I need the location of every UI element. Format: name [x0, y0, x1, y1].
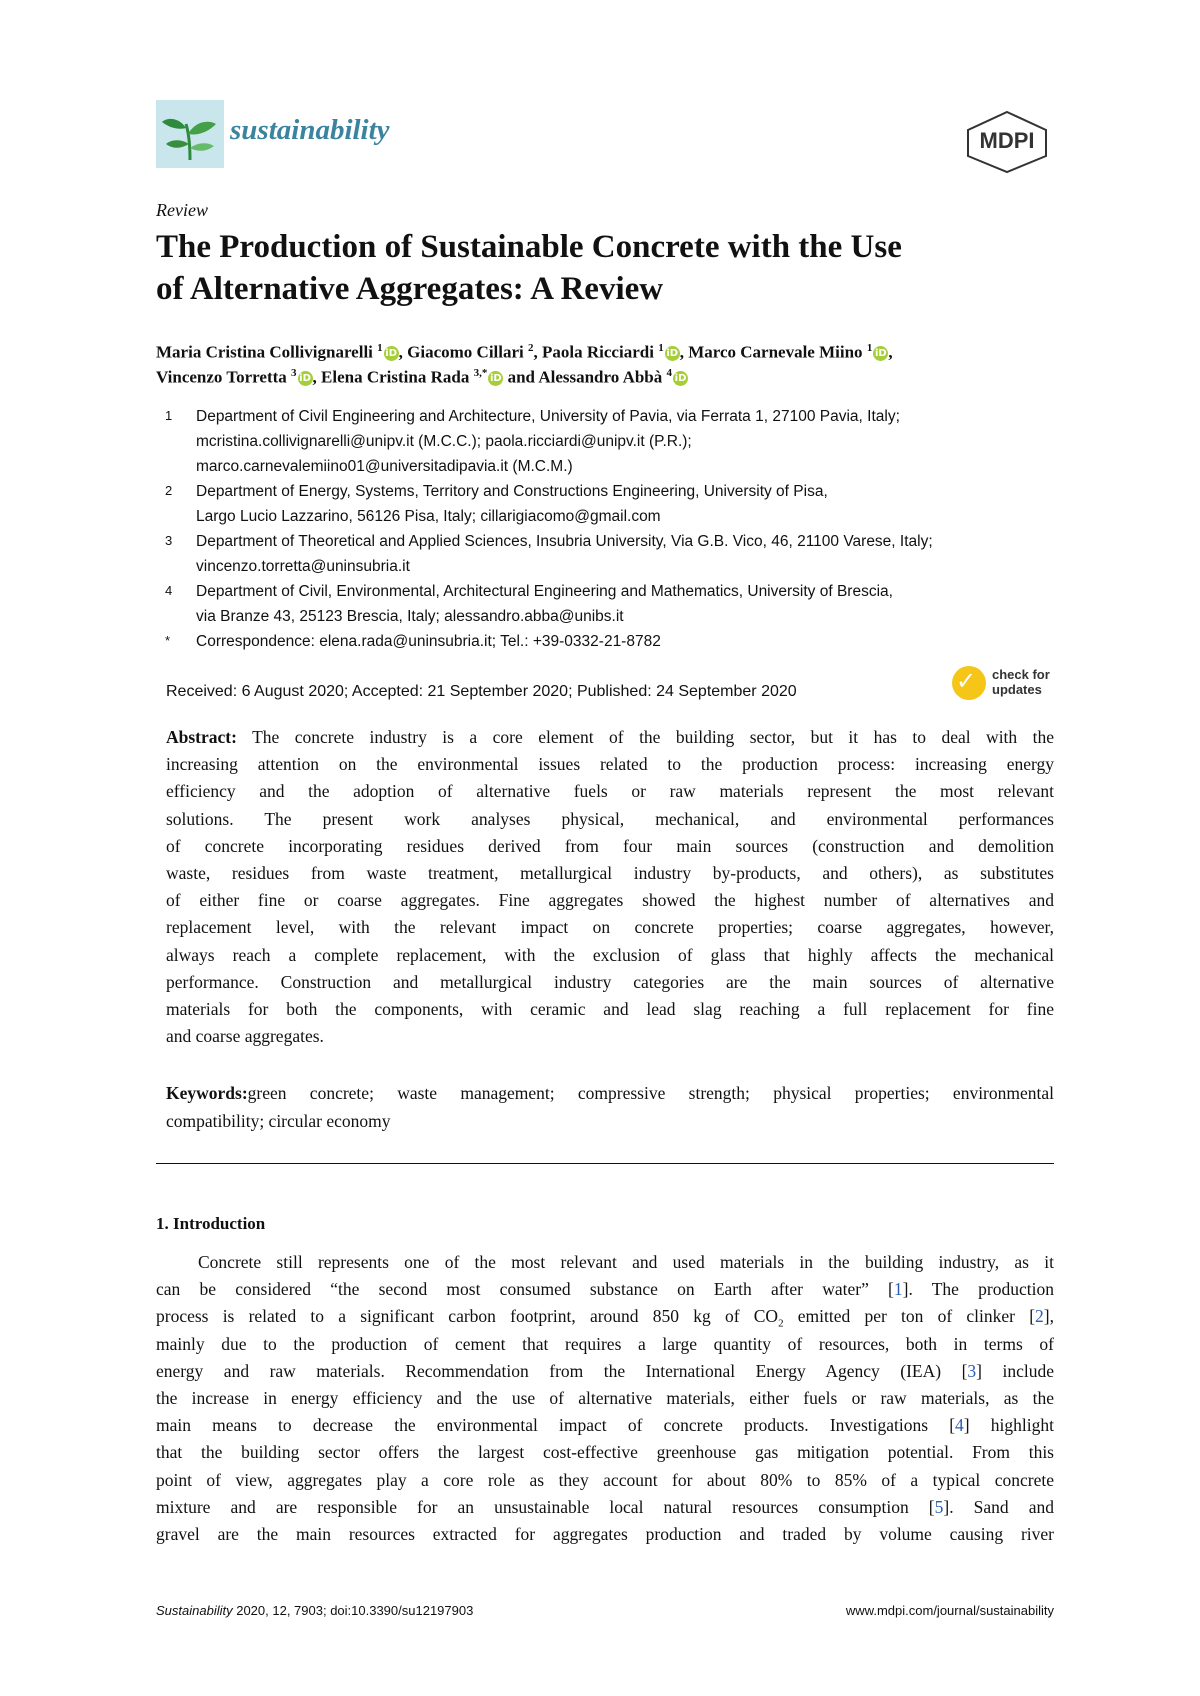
author-name[interactable]: Giacomo Cillari: [407, 342, 524, 362]
author-separator: ,: [888, 342, 893, 362]
author-separator: ,: [312, 367, 322, 387]
body-line: [156, 1497, 1054, 1518]
body-line: [198, 1252, 1054, 1273]
citation-link[interactable]: 5: [934, 1496, 944, 1517]
body-line: main means to decrease the environmental impact of concrete products. Investigations [4] highlight: [156, 1415, 1054, 1436]
keywords-label: Keywords:: [166, 1083, 248, 1103]
body-text: that the building sector offers the largest cost-effective greenhouse gas mitigation potential. From this: [156, 1442, 1054, 1463]
body-line: [156, 1361, 1054, 1382]
author-name[interactable]: Marco Carnevale Miino: [688, 342, 863, 362]
body-text: emitted per ton of clinker [: [783, 1306, 1036, 1327]
body-text: energy and raw materials. Recommendation from the International Energy Agency (IEA) [: [156, 1360, 968, 1381]
footer-journal: Sustainability: [156, 1603, 233, 1618]
abstract-line: [166, 863, 1054, 884]
body-line: [156, 1334, 1054, 1355]
author-name[interactable]: Alessandro Abbà: [538, 367, 663, 387]
affiliation-mark: 1: [165, 408, 173, 423]
body-text: mainly due to the production of cement that requires a large quantity of resources, both in terms of: [156, 1333, 1054, 1354]
keywords-line-2: compatibility; circular economy: [166, 1111, 391, 1131]
orcid-icon[interactable]: iD: [299, 372, 311, 384]
affiliation-line: Correspondence: elena.rada@uninsubria.it; Tel.: +39-0332-21-8782: [196, 633, 661, 650]
body-text: gravel are the main resources extracted for aggregates production and traded by volume causing river: [156, 1524, 1054, 1544]
body-text: ]. The production: [902, 1279, 1054, 1300]
author-affiliation-mark: 3: [291, 367, 297, 379]
body-line: [156, 1279, 1054, 1300]
author-list-line-2: [156, 367, 688, 388]
leaf-icon: [156, 100, 224, 168]
abstract-line: [166, 999, 1054, 1020]
body-text: Concrete still represents one of the most relevant and used materials in the building industry, as it: [198, 1252, 1054, 1272]
abstract-text: materials for both the components, with ceramic and lead slag reaching a full replacement for fine: [166, 999, 1054, 1019]
author-affiliation-mark: 1: [866, 342, 873, 354]
abstract-label: Abstract:: [166, 727, 237, 747]
abstract-text: increasing attention on the environmental issues related to the production process: increasing energy: [166, 754, 1054, 775]
abstract-line: [166, 1026, 1054, 1047]
body-line: [156, 1388, 1054, 1409]
author-separator: and: [503, 367, 539, 387]
author-separator: ,: [679, 342, 689, 362]
check-updates-line-2: updates: [992, 682, 1042, 697]
affiliation-mark: 3: [165, 533, 173, 548]
journal-logo: [156, 100, 224, 168]
citation-link[interactable]: 1: [893, 1279, 903, 1300]
divider: [156, 1163, 1054, 1164]
keywords-line-1: [166, 1083, 1054, 1104]
body-text: ] include: [976, 1360, 1054, 1381]
footer-citation: [156, 1603, 473, 1618]
abstract-text: solutions. The present work analyses physical, mechanical, and environmental performances: [166, 808, 1054, 829]
affiliation-line: Department of Civil, Environmental, Architectural Engineering and Mathematics, University of Brescia,: [196, 583, 893, 600]
abstract-text: always reach a complete replacement, with the exclusion of glass that highly affects the mechanical: [166, 944, 1054, 965]
author-affiliation-mark: 1: [658, 342, 664, 354]
affiliation-mark: 4: [165, 583, 173, 598]
footer-url[interactable]: www.mdpi.com/journal/sustainability: [845, 1603, 1054, 1618]
abstract-text: and coarse aggregates.: [166, 1026, 324, 1047]
orcid-icon[interactable]: iD: [674, 372, 687, 384]
body-text: the increase in energy efficiency and the use of alternative materials, either fuels or raw materials, as the: [156, 1388, 1054, 1408]
abstract-line: [166, 836, 1054, 857]
check-for-updates-badge[interactable]: [952, 666, 1062, 706]
keywords-text-1: green concrete; waste management; compressive strength; physical properties; environmental: [247, 1083, 1054, 1103]
subscript: 2: [778, 1317, 784, 1330]
body-line: [156, 1470, 1054, 1491]
orcid-icon[interactable]: iD: [385, 347, 398, 359]
affiliation-line: Department of Energy, Systems, Territory and Constructions Engineering, University of Pisa,: [196, 483, 828, 500]
body-text: can be considered “the second most consumed substance on Earth after water” [: [156, 1279, 894, 1300]
check-updates-line-1: check for: [992, 667, 1050, 682]
abstract-line: [166, 917, 1054, 938]
affiliation-line: mcristina.collivignarelli@unipv.it (M.C.C.); paola.ricciardi@unipv.it (P.R.);: [196, 433, 692, 450]
author-affiliation-mark: 4: [666, 367, 673, 379]
author-name[interactable]: Maria Cristina Collivignarelli: [156, 342, 373, 362]
affiliation-mark: *: [165, 633, 171, 648]
affiliation-line: vincenzo.torretta@uninsubria.it: [196, 558, 410, 575]
abstract-line: [166, 727, 1054, 748]
orcid-icon[interactable]: iD: [874, 347, 887, 359]
citation-link[interactable]: 3: [967, 1360, 977, 1381]
body-text: process is related to a significant carbon footprint, around 850 kg of CO: [156, 1306, 779, 1327]
article-title: [156, 226, 1056, 310]
author-separator: ,: [398, 342, 408, 362]
abstract-line: [166, 809, 1054, 830]
section-heading: 1. Introduction: [156, 1214, 266, 1233]
body-line: [156, 1306, 1054, 1330]
abstract-line: [166, 754, 1054, 775]
citation-link[interactable]: 2: [1035, 1306, 1044, 1327]
affiliation-line: Largo Lucio Lazzarino, 56126 Pisa, Italy; cillarigiacomo@gmail.com: [196, 508, 661, 525]
abstract-text: waste, residues from waste treatment, metallurgical industry by-products, and others), as substitutes: [166, 863, 1054, 883]
abstract-text: performance. Construction and metallurgical industry categories are the main sources of alternative: [166, 971, 1054, 992]
title-line-2: of Alternative Aggregates: A Review: [156, 271, 664, 307]
affiliation-line: Department of Theoretical and Applied Sciences, Insubria University, Via G.B. Vico, 46, 21100 Varese, Italy;: [196, 533, 933, 550]
abstract-text: of either fine or coarse aggregates. Fine aggregates showed the highest number of alternatives and: [166, 890, 1054, 911]
affiliation-line: marco.carnevalemiino01@universitadipavia.it (M.C.M.): [196, 458, 573, 475]
title-line-1: The Production of Sustainable Concrete with the Use: [156, 229, 902, 265]
body-text: ]. Sand and: [943, 1496, 1054, 1517]
footer-citation-text: 2020, 12, 7903; doi:10.3390/su12197903: [232, 1603, 474, 1618]
affiliation-mark: 2: [165, 483, 173, 498]
abstract-line: [166, 890, 1054, 911]
journal-name: sustainability: [230, 114, 390, 146]
checkmark-icon: ✓: [956, 667, 977, 695]
abstract-line: [166, 972, 1054, 993]
abstract-line: [166, 945, 1054, 966]
author-separator: ,: [533, 342, 543, 362]
affiliation-line: Department of Civil Engineering and Architecture, University of Pavia, via Ferrata 1, 27100 Pavia, Italy;: [196, 408, 900, 425]
orcid-icon[interactable]: iD: [489, 372, 502, 384]
publisher-name: MDPI: [979, 128, 1035, 153]
body-text: ],: [1043, 1306, 1054, 1327]
author-list-line-1: [156, 342, 893, 363]
abstract-text: efficiency and the adoption of alternative fuels or raw materials represent the most relevant: [166, 781, 1054, 802]
author-name[interactable]: Elena Cristina Rada: [321, 367, 470, 387]
body-text: mixture and are responsible for an unsustainable local natural resources consumption [: [156, 1496, 935, 1517]
orcid-icon[interactable]: iD: [666, 347, 679, 359]
body-line: [156, 1442, 1054, 1463]
body-text: point of view, aggregates play a core role as they account for about 80% to 85% of a typical concrete: [156, 1469, 1054, 1490]
author-affiliation-mark: 3,*: [473, 367, 488, 379]
author-name[interactable]: Vincenzo Torretta: [156, 367, 287, 387]
article-type: Review: [156, 200, 208, 220]
abstract-text: of concrete incorporating residues derived from four main sources (construction and demolition: [166, 835, 1054, 856]
publisher-logo: [962, 110, 1052, 174]
abstract-text: The concrete industry is a core element of the building sector, but it has to deal with the: [252, 727, 1054, 747]
author-affiliation-mark: 1: [377, 342, 383, 354]
body-line: [156, 1524, 1054, 1545]
citation-link[interactable]: 4: [955, 1415, 964, 1436]
affiliation-line: via Branze 43, 25123 Brescia, Italy; alessandro.abba@unibs.it: [196, 608, 624, 625]
publication-dates: Received: 6 August 2020; Accepted: 21 September 2020; Published: 24 September 2020: [166, 683, 797, 700]
abstract-line: [166, 781, 1054, 802]
author-affiliation-mark: 2: [528, 342, 534, 354]
abstract-text: replacement level, with the relevant impact on concrete properties; coarse aggregates, however,: [166, 917, 1054, 938]
author-name[interactable]: Paola Ricciardi: [542, 342, 654, 362]
